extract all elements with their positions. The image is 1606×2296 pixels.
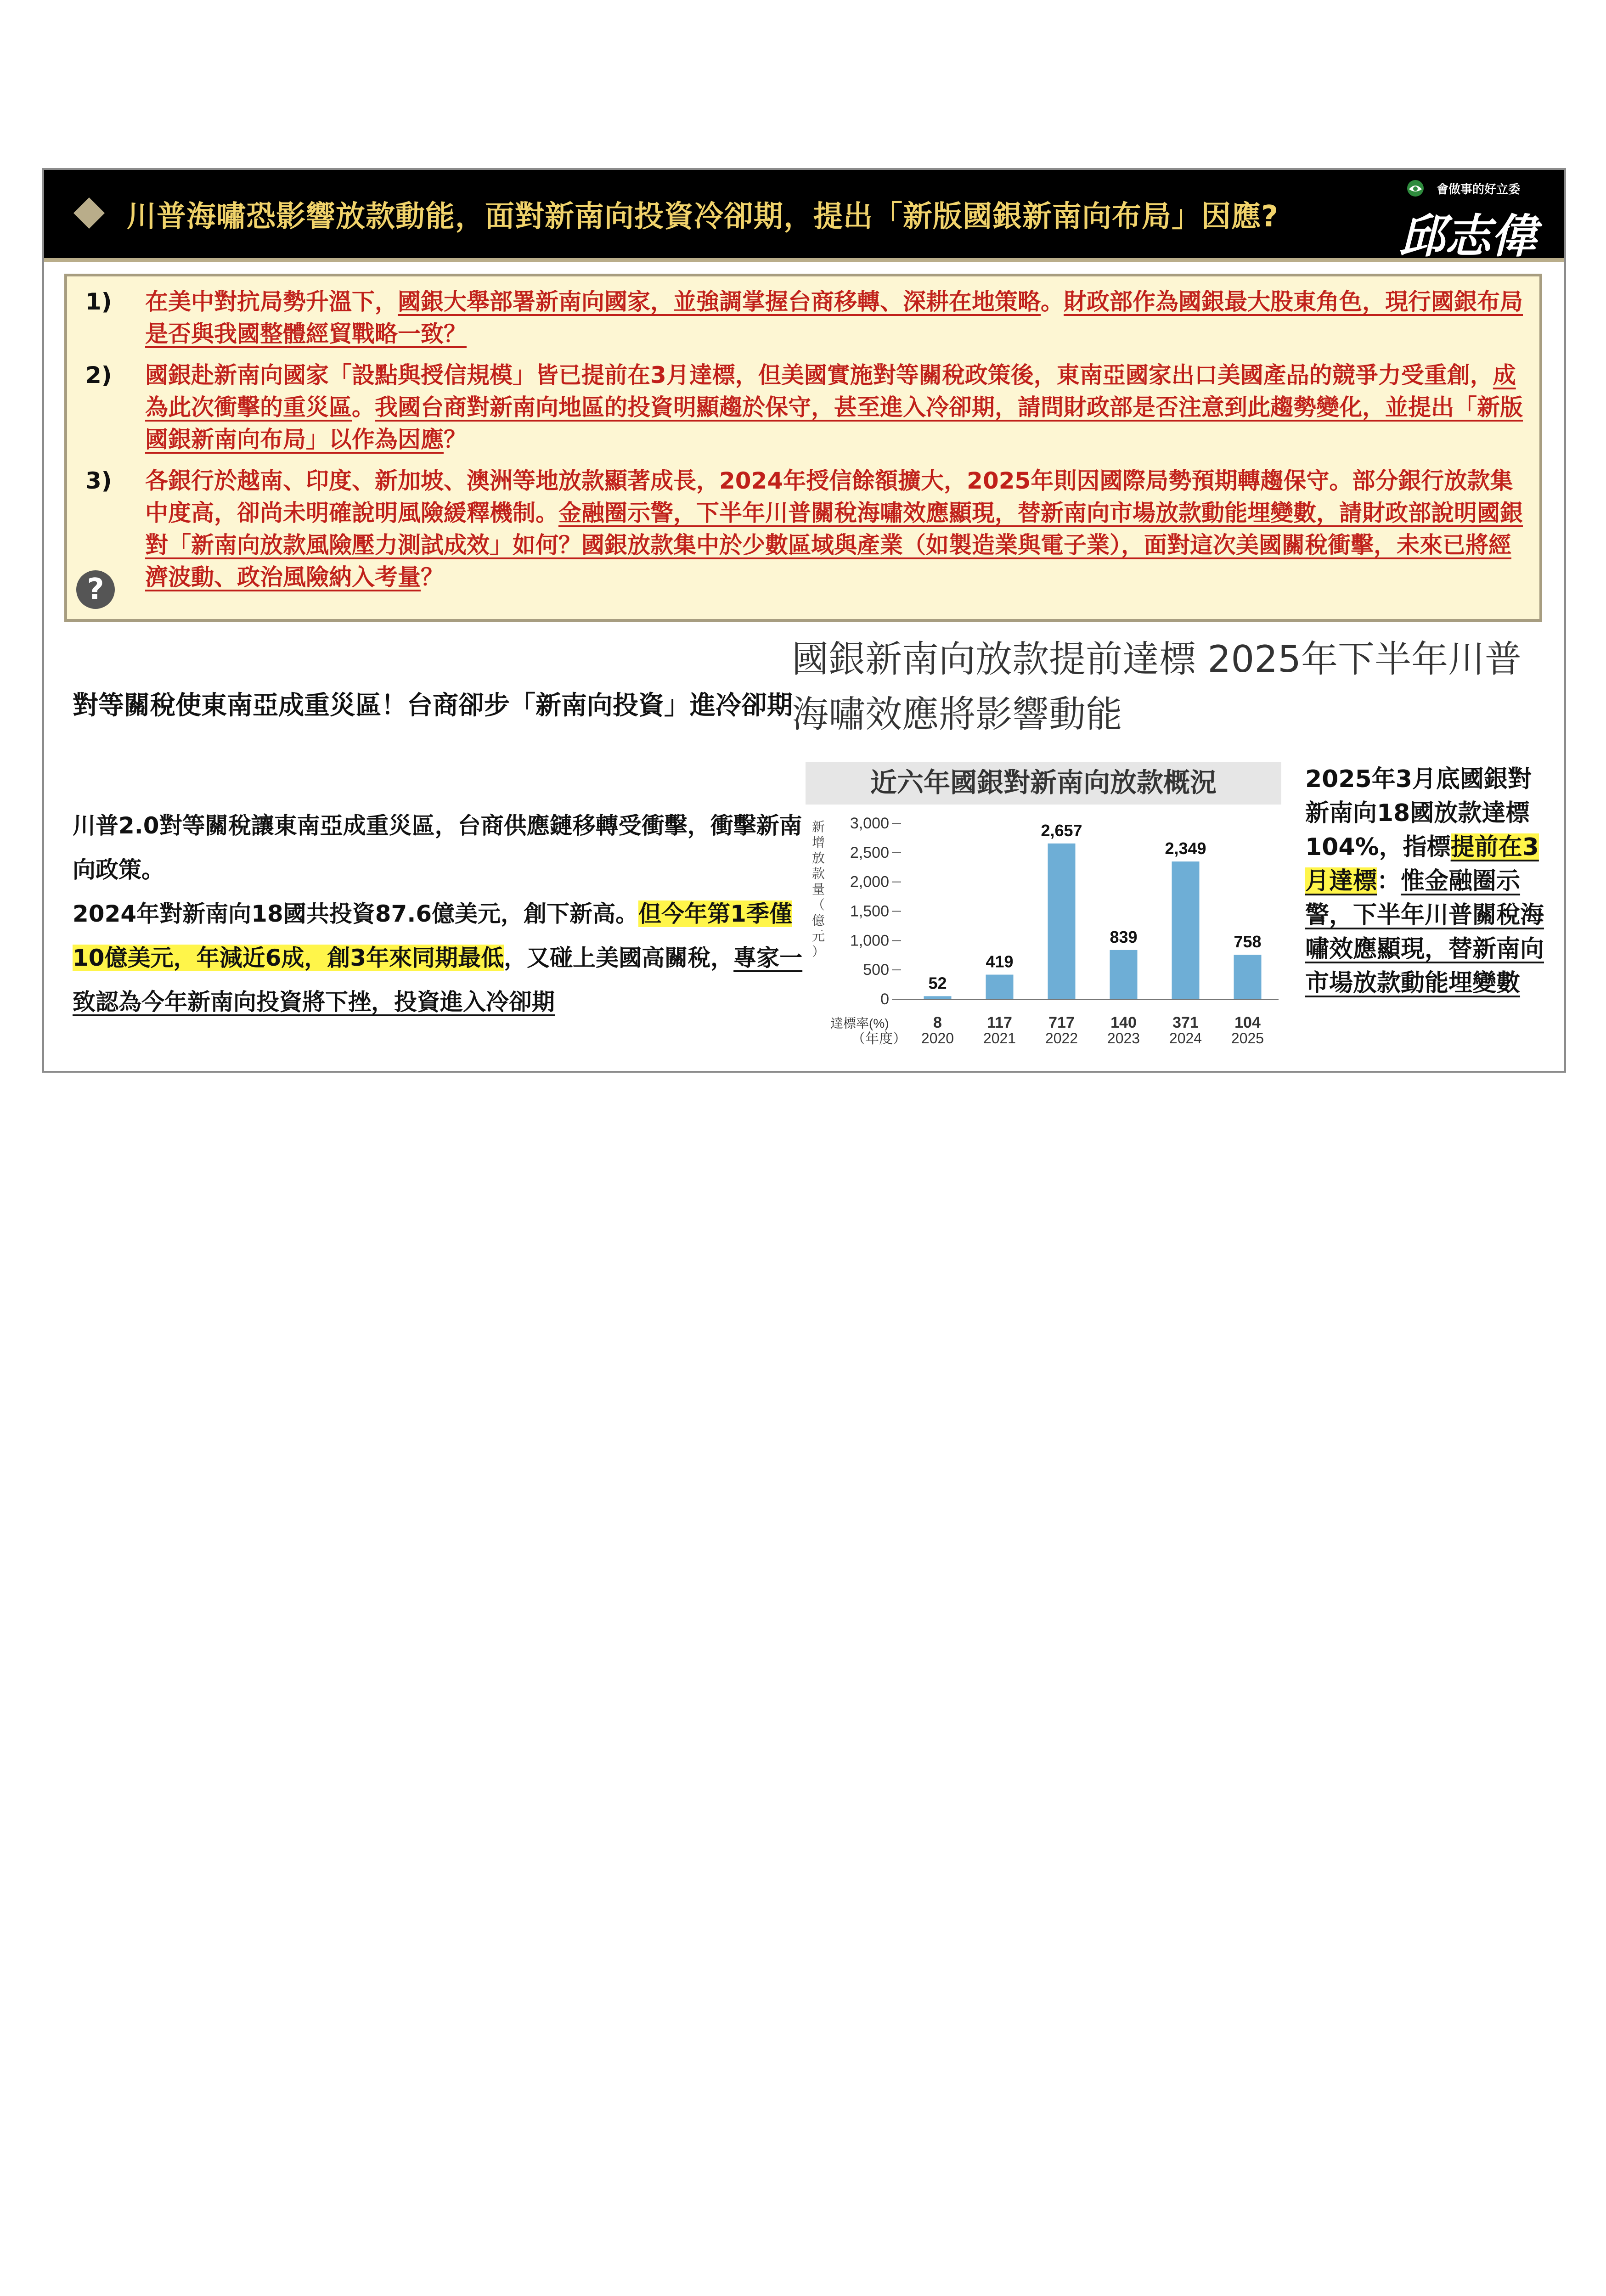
section-body xyxy=(73,804,821,1024)
question-segment: ？ xyxy=(444,426,467,453)
chart-caption xyxy=(1305,762,1544,1000)
questions-box xyxy=(64,274,1542,622)
question-segment: 在美中對抗局勢升溫下， xyxy=(145,288,398,315)
question-text xyxy=(145,465,1532,593)
question-number: 1) xyxy=(85,288,112,315)
question-underlined-segment: 我國台商對新南向地區的投資明顯趨於保守，甚至進入冷卻期，請問財政部是否注意到此趨勢變化，並提出「新版國銀新南向布局」以作為因應 xyxy=(145,394,1523,453)
x-tick-label: 2023 xyxy=(1107,1030,1140,1047)
y-tick-label: 2,500 xyxy=(850,844,889,861)
chart-title: 近六年國銀對新南向放款概況 xyxy=(870,768,1217,798)
bar-value-label: 839 xyxy=(1110,927,1138,946)
y-tick-label: 0 xyxy=(880,990,889,1008)
underlined-text: 專家一致認為今年新南向投資將下挫，投資進入冷卻期 xyxy=(73,945,803,1015)
paragraph-1: 川普2.0對等關稅讓東南亞成重災區，台商供應鏈移轉受衝擊，衝擊新南向政策。 xyxy=(73,812,802,883)
paragraph-2-plain: 2024年對新南向18國共投資87.6億美元，創下新高。 xyxy=(73,900,639,927)
y-axis-label-char: （ xyxy=(811,898,825,912)
rate-value: 117 xyxy=(987,1014,1012,1031)
question-mark-icon: ? xyxy=(76,570,115,609)
caption-colon: ： xyxy=(1377,867,1401,895)
bar-value-label: 758 xyxy=(1234,932,1262,951)
loan-bar-chart xyxy=(806,762,1281,1047)
bar-value-label: 52 xyxy=(928,974,947,993)
rate-value: 371 xyxy=(1172,1014,1199,1031)
y-tick-label: 3,000 xyxy=(850,815,889,832)
y-axis-label-char: 新 xyxy=(811,820,825,834)
paragraph-2-rest: ，又碰上美國高關稅， xyxy=(504,945,734,971)
caption-plain: 2025年3月底國銀對新南向18國放款達標104%，指標 xyxy=(1305,765,1532,861)
question-underlined-segment: 財政部作為國銀最大股東角色，現行國銀布局是否與我國整體經貿戰略一致？ xyxy=(145,288,1523,347)
y-axis-label-char: 款 xyxy=(811,867,825,881)
y-axis-label-char: 元 xyxy=(811,929,825,943)
party-logo-icon xyxy=(1404,179,1426,197)
x-tick-label: 2024 xyxy=(1169,1030,1202,1047)
slide xyxy=(42,168,1566,1073)
x-tick-label: 2020 xyxy=(921,1030,954,1047)
bar-2020 xyxy=(924,996,952,999)
rate-row-label: 達標率(%) xyxy=(830,1016,889,1030)
bar-2023 xyxy=(1110,950,1138,999)
bar-2022 xyxy=(1048,844,1076,999)
section-heading: 對等關稅使東南亞成重災區！台商卻步「新南向投資」進冷卻期 xyxy=(73,691,793,720)
y-axis-label-char: 量 xyxy=(811,882,825,896)
x-tick-label: 2022 xyxy=(1045,1030,1078,1047)
bar-value-label: 419 xyxy=(986,952,1014,971)
chart-section-title: 國銀新南向放款提前達標 2025年下半年川普海嘯效應將影響動能 xyxy=(792,638,1522,736)
diamond-icon xyxy=(73,197,106,230)
question-number: 2) xyxy=(85,362,112,388)
y-axis-label-char: 放 xyxy=(811,851,825,865)
paragraph-2 xyxy=(73,892,821,1024)
question-text xyxy=(145,286,1532,350)
question-segment: 。 xyxy=(352,394,375,421)
bar-value-label: 2,657 xyxy=(1041,821,1082,840)
logo-signature: 邱志偉 xyxy=(1399,209,1537,263)
bar-value-label: 2,349 xyxy=(1165,839,1206,858)
y-tick-label: 1,500 xyxy=(850,902,889,920)
y-tick-label: 1,000 xyxy=(850,932,889,950)
question-underlined-segment: 金融圈示警，下半年川普關稅海嘯效應顯現，替新南向市場放款動能埋變數，請財政部說明國銀對「新南向放款風險壓力測試成效」如何？國銀放款集中於少數區域與產業（如製造業與電子業），面對這次美國關稅衝擊，未來已將經濟波動、政治風險納入考量 xyxy=(145,500,1523,591)
y-axis-label-char: 增 xyxy=(811,835,825,850)
question-text xyxy=(145,359,1532,456)
caption-highlight: 提前在3月達標 xyxy=(1305,833,1539,895)
caption-underline: 惟金融圈示警，下半年川普關稅海嘯效應顯現，替新南向市場放款動能埋變數 xyxy=(1305,867,1544,997)
y-axis-label-char: 億 xyxy=(811,913,825,928)
logo-tagline: 會做事的好立委 xyxy=(1437,183,1521,197)
rate-value: 140 xyxy=(1110,1014,1137,1031)
rate-value: 717 xyxy=(1048,1014,1075,1031)
question-underlined-segment: 國銀大舉部署新南向國家，並強調掌握台商移轉、深耕在地策略 xyxy=(398,288,1041,315)
rate-value: 8 xyxy=(933,1014,942,1031)
x-tick-label: 2025 xyxy=(1231,1030,1264,1047)
bar-2024 xyxy=(1172,861,1200,999)
y-tick-label: 2,000 xyxy=(850,873,889,891)
question-number: 3) xyxy=(85,467,112,494)
question-segment: 國銀赴新南向國家「設點與授信規模」皆已提前在3月達標，但美國實施對等關稅政策後，東南亞國家出口美國產品的競爭力受重創， xyxy=(145,362,1493,388)
highlight-text: 但今年第1季僅10億美元，年減近6成，創3年來同期最低 xyxy=(73,900,792,971)
x-axis-label: （年度） xyxy=(851,1031,907,1047)
y-axis-label-char: ） xyxy=(811,945,825,959)
x-tick-label: 2021 xyxy=(983,1030,1016,1047)
bar-2025 xyxy=(1234,955,1262,999)
rate-value: 104 xyxy=(1234,1014,1261,1031)
question-underlined-segment: 成為此次衝擊的重災區 xyxy=(145,362,1516,421)
header-bar xyxy=(44,170,1564,262)
question-segment: ？ xyxy=(421,564,444,591)
legislator-logo xyxy=(1394,176,1546,263)
page-title: 川普海嘯恐影響放款動能，面對新南向投資冷卻期，提出「新版國銀新南向布局」因應? xyxy=(127,200,1279,234)
bar-2021 xyxy=(986,975,1014,999)
question-segment: 各銀行於越南、印度、新加坡、澳洲等地放款顯著成長，2024年授信餘額擴大，2025年則因國際局勢預期轉趨保守。部分銀行放款集中度高，卻尚未明確說明風險緩釋機制。 xyxy=(145,467,1513,526)
y-tick-label: 500 xyxy=(863,961,889,979)
question-segment: 。 xyxy=(1041,288,1064,315)
